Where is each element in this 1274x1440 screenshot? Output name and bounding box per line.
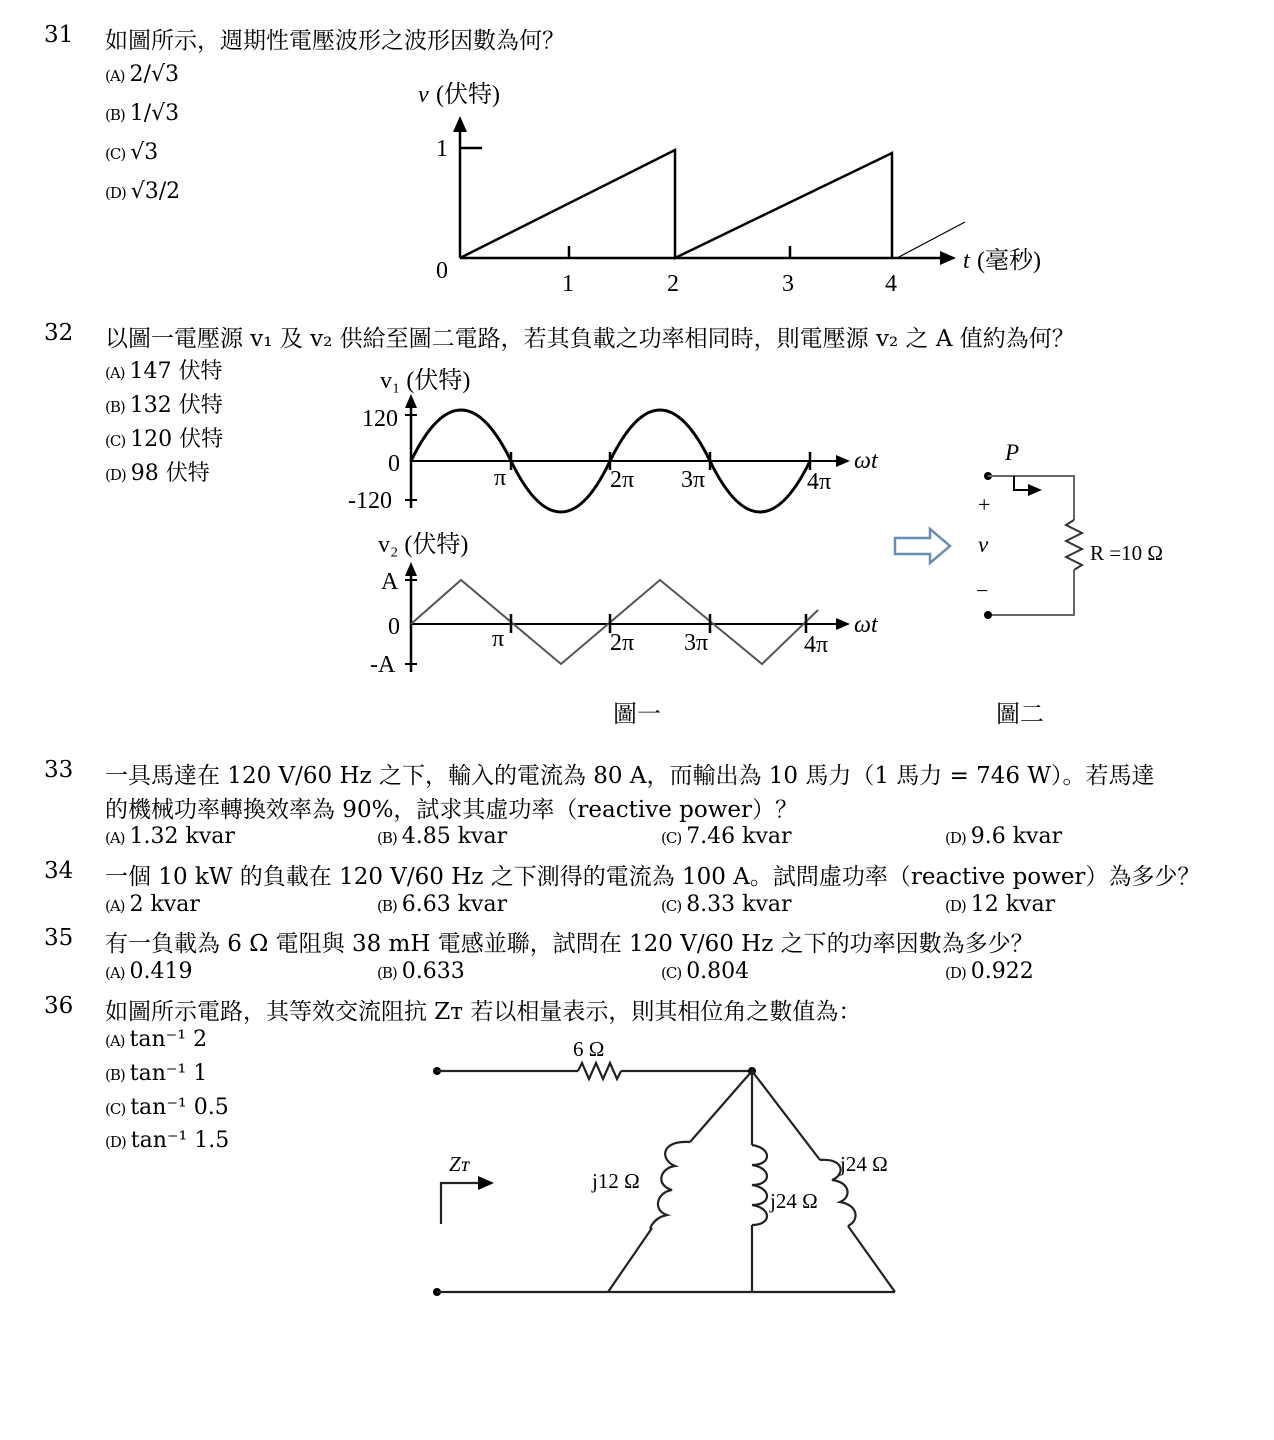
- wire: [988, 570, 1074, 615]
- origin-label: 0: [436, 258, 448, 284]
- current-arrow-shaft: [1014, 476, 1030, 490]
- option-text: tan⁻¹ 2: [129, 1027, 208, 1052]
- resistor-label: 6 Ω: [573, 1037, 605, 1061]
- question-stem-continued: 的機械功率轉換效率為 90%，試求其虛功率（reactive power）？: [105, 797, 799, 823]
- option-text: 1.32 kvar: [129, 824, 235, 849]
- y-axis-arrow: [453, 116, 467, 132]
- sawtooth-wave: [460, 150, 892, 258]
- v1-x-axis-label: ωt: [854, 448, 878, 474]
- v1-y-axis-arrow: [405, 394, 417, 408]
- wire: [690, 1071, 752, 1142]
- option-d[interactable]: [945, 959, 1034, 984]
- minus-sign: −: [976, 578, 989, 603]
- impedance-arrow-shaft: [441, 1183, 480, 1224]
- option-b[interactable]: [377, 892, 507, 917]
- voltage-label: v: [978, 532, 989, 557]
- wire: [752, 1071, 820, 1160]
- option-letter: (A): [105, 829, 125, 847]
- option-d[interactable]: [105, 456, 210, 487]
- v2-x-axis-label: ωt: [854, 612, 878, 638]
- v1-x-tick-label: 3π: [681, 467, 706, 493]
- x-tick-label: 2: [667, 271, 679, 297]
- option-letter: (C): [661, 964, 682, 982]
- option-b[interactable]: [105, 101, 179, 126]
- option-text: 132 伏特: [129, 393, 223, 418]
- option-a[interactable]: [105, 892, 200, 917]
- option-text: 6.63 kvar: [401, 892, 508, 917]
- option-b[interactable]: [105, 1061, 207, 1086]
- inductor-symbol: [651, 1142, 690, 1229]
- v2-x-tick-label: 2π: [610, 630, 635, 656]
- question-number: 36: [44, 993, 74, 1019]
- x-axis-unit: (毫秒): [977, 248, 1041, 274]
- option-text: 98 伏特: [130, 461, 210, 486]
- option-c[interactable]: [105, 140, 158, 165]
- option-text: 147 伏特: [129, 359, 223, 384]
- v2-x-tick-label: 3π: [684, 630, 709, 656]
- option-text: tan⁻¹ 1: [129, 1061, 208, 1086]
- y-tick-label: 1: [436, 136, 448, 162]
- option-d[interactable]: [105, 179, 180, 204]
- v1-x-axis-arrow: [836, 455, 850, 467]
- inductor-label: j24 Ω: [770, 1189, 818, 1213]
- v2-neg-label: -A: [370, 652, 396, 678]
- option-a[interactable]: [105, 824, 235, 849]
- question-number: 33: [44, 757, 74, 783]
- v2-zero-label: 0: [388, 614, 400, 640]
- figure-one-waveforms: [340, 360, 900, 740]
- v1-neg-label: -120: [348, 488, 392, 514]
- v2-y-axis-arrow: [405, 562, 417, 576]
- current-arrow-icon: [1028, 484, 1042, 496]
- option-letter: (B): [105, 106, 125, 124]
- impedance-circuit-figure: [420, 1030, 920, 1310]
- option-d[interactable]: [105, 1128, 229, 1153]
- option-text: 12 kvar: [970, 892, 1056, 917]
- option-text: 7.46 kvar: [686, 824, 792, 849]
- option-text: 0.633: [401, 959, 465, 984]
- option-letter: (A): [105, 67, 125, 85]
- option-letter: (B): [377, 964, 397, 982]
- x-tick-label: 1: [562, 271, 574, 297]
- inductor-label: j24 Ω: [840, 1152, 888, 1176]
- option-text: √3/2: [130, 179, 181, 204]
- option-a[interactable]: [105, 62, 179, 87]
- option-text: 0.922: [970, 959, 1034, 984]
- v1-zero-label: 0: [388, 451, 400, 477]
- question-stem: 如圖所示電路，其等效交流阻抗 Zᴛ 若以相量表示，則其相位角之數值為：: [105, 999, 862, 1025]
- impedance-label: Zᴛ: [449, 1152, 469, 1176]
- resistor-symbol: [578, 1063, 621, 1079]
- question-stem: 以圖一電壓源 v₁ 及 v₂ 供給至圖二電路，若其負載之功率相同時，則電壓源 v₂ 之 A 值約為何？: [105, 326, 1075, 352]
- option-c[interactable]: [105, 422, 223, 453]
- option-letter: (C): [105, 145, 126, 163]
- option-d[interactable]: [945, 892, 1055, 917]
- figure-caption: 圖二: [996, 702, 1044, 728]
- option-text: 0.419: [129, 959, 193, 984]
- v2-axis-label: v₂ (伏特): [378, 532, 469, 558]
- question-number: 34: [44, 858, 74, 884]
- resistor-label: R =10 Ω: [1090, 541, 1163, 565]
- wire: [608, 1228, 652, 1292]
- v2-x-tick-label: 4π: [804, 632, 829, 658]
- option-a[interactable]: [105, 354, 223, 385]
- option-c[interactable]: [661, 892, 792, 917]
- x-axis-arrow: [940, 251, 956, 265]
- v2-x-tick-label: π: [492, 626, 505, 652]
- inductor-label: j12 Ω: [592, 1169, 640, 1193]
- option-letter: (C): [105, 432, 126, 450]
- question-stem: 有一負載為 6 Ω 電阻與 38 mH 電感並聯，試問在 120 V/60 Hz 之下的功率因數為多少？: [105, 931, 1034, 957]
- question-stem: 如圖所示，週期性電壓波形之波形因數為何？: [105, 28, 565, 54]
- v1-axis-label: v₁ (伏特): [380, 368, 471, 394]
- question-number: 35: [44, 925, 74, 951]
- v1-x-tick-label: 2π: [610, 467, 635, 493]
- v1-x-tick-label: 4π: [807, 469, 832, 495]
- y-axis-var: v: [418, 82, 429, 108]
- question-number: 32: [44, 320, 74, 346]
- resistor-symbol: [1066, 520, 1082, 570]
- wave-continuation: [897, 222, 965, 258]
- right-arrow-icon: [895, 529, 950, 563]
- option-a[interactable]: [105, 959, 193, 984]
- option-letter: (B): [377, 829, 397, 847]
- wire: [848, 1226, 895, 1292]
- option-text: √3: [130, 140, 159, 165]
- x-axis-var: t: [963, 248, 970, 274]
- option-b[interactable]: [105, 388, 223, 419]
- option-letter: (D): [105, 1133, 126, 1151]
- v2-x-axis-arrow: [836, 618, 850, 630]
- option-letter: (B): [105, 1066, 125, 1084]
- option-letter: (C): [105, 1100, 126, 1118]
- option-letter: (A): [105, 364, 125, 382]
- option-letter: (D): [945, 829, 966, 847]
- question-stem: 一個 10 kW 的負載在 120 V/60 Hz 之下測得的電流為 100 A。試問虛功率（reactive power）為多少？: [105, 864, 1201, 890]
- option-letter: (A): [105, 964, 125, 982]
- option-letter: (D): [105, 466, 126, 484]
- option-text: 2 kvar: [129, 892, 200, 917]
- option-b[interactable]: [377, 824, 507, 849]
- wire: [988, 476, 1074, 520]
- option-letter: (A): [105, 1032, 125, 1050]
- option-letter: (D): [945, 897, 966, 915]
- v1-x-tick-label: π: [494, 465, 507, 491]
- inductor-symbol: [752, 1145, 767, 1225]
- option-d[interactable]: [945, 824, 1062, 849]
- option-text: 2/√3: [129, 62, 179, 87]
- question-number: 31: [44, 22, 74, 48]
- option-letter: (D): [105, 184, 126, 202]
- option-letter: (C): [661, 897, 682, 915]
- option-c[interactable]: [661, 959, 749, 984]
- plus-sign: +: [978, 492, 991, 517]
- y-axis-unit: (伏特): [436, 82, 500, 108]
- figure-two-circuit: [885, 430, 1185, 740]
- option-a[interactable]: [105, 1027, 207, 1052]
- option-text: tan⁻¹ 0.5: [130, 1095, 229, 1120]
- option-letter: (C): [661, 829, 682, 847]
- option-text: 8.33 kvar: [686, 892, 792, 917]
- option-text: 1/√3: [129, 101, 180, 126]
- option-text: 9.6 kvar: [970, 824, 1063, 849]
- option-text: tan⁻¹ 1.5: [130, 1128, 230, 1153]
- terminal: [984, 611, 992, 619]
- figure-caption: 圖一: [613, 702, 661, 728]
- option-text: 4.85 kvar: [401, 824, 508, 849]
- option-text: 0.804: [686, 959, 750, 984]
- x-tick-label: 4: [885, 271, 897, 297]
- question-stem: 一具馬達在 120 V/60 Hz 之下，輸入的電流為 80 A，而輸出為 10 馬力（1 馬力 = 746 W）。若馬達: [105, 763, 1155, 789]
- option-letter: (D): [945, 964, 966, 982]
- right-arrow-icon: [478, 1176, 494, 1190]
- v2-pos-label: A: [381, 569, 399, 595]
- option-b[interactable]: [377, 959, 465, 984]
- sawtooth-waveform-figure: [400, 70, 1080, 310]
- option-letter: (B): [105, 398, 125, 416]
- option-letter: (A): [105, 897, 125, 915]
- option-c[interactable]: [661, 824, 792, 849]
- option-text: 120 伏特: [130, 427, 224, 452]
- option-c[interactable]: [105, 1095, 229, 1120]
- v1-pos-label: 120: [362, 406, 398, 432]
- option-letter: (B): [377, 897, 397, 915]
- x-tick-label: 3: [782, 271, 794, 297]
- node-label: P: [1005, 440, 1020, 465]
